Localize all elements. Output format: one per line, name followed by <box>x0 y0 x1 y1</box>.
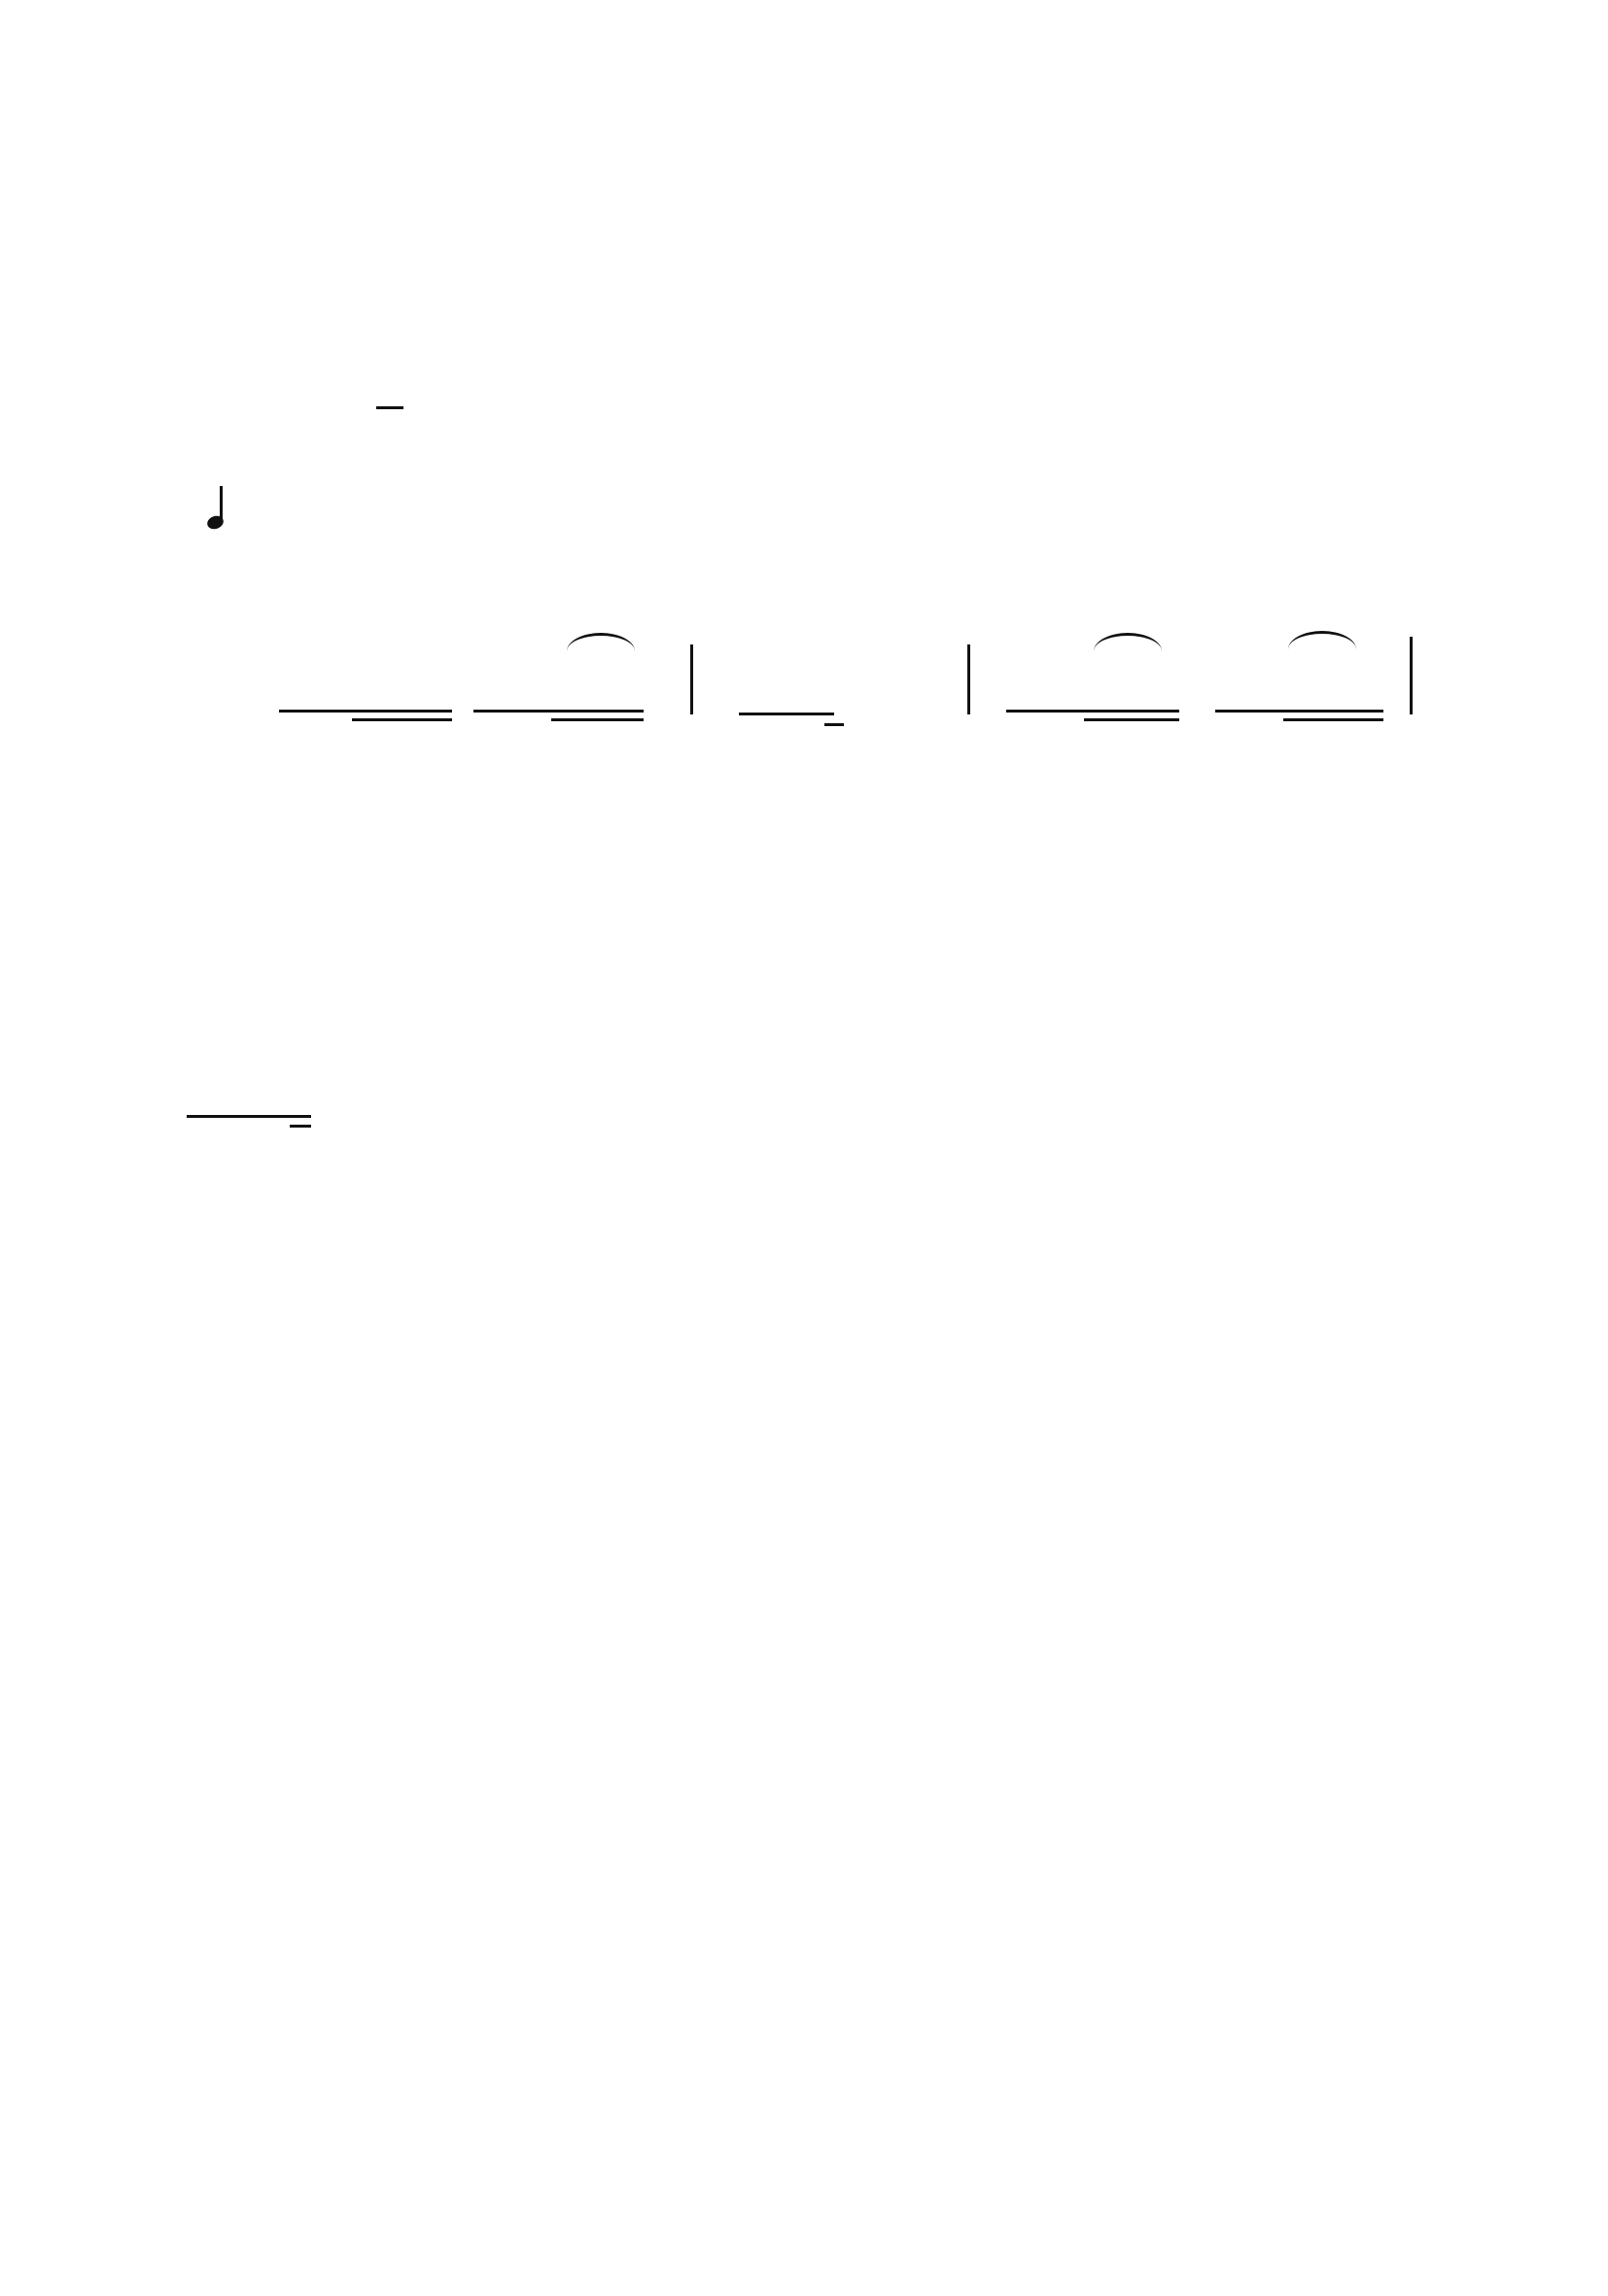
beam-underline <box>551 718 644 721</box>
notation-row <box>0 637 1608 724</box>
slur <box>1288 631 1356 649</box>
lyric-verse-3 <box>0 868 1608 926</box>
slur <box>1094 633 1162 651</box>
beam-underline <box>473 710 644 713</box>
lyric-verse-2 <box>0 802 1608 860</box>
time-signature <box>372 406 407 409</box>
barline <box>1410 637 1413 714</box>
tempo-marking <box>207 486 232 529</box>
slur <box>567 633 635 651</box>
notation-row <box>0 1035 1608 1123</box>
beam-underline <box>352 718 452 721</box>
quarter-note-icon <box>207 486 225 529</box>
beam-underline <box>1283 718 1383 721</box>
beam-underline <box>1084 718 1179 721</box>
beam-underline <box>824 723 844 726</box>
beam-underline <box>187 1115 311 1118</box>
beam-underline <box>1006 710 1179 713</box>
time-signature-bar <box>376 406 403 409</box>
barline <box>690 644 693 714</box>
lyric-verse-1 <box>0 734 1608 792</box>
beam-underline <box>290 1125 311 1128</box>
beam-underline <box>1215 710 1383 713</box>
beam-underline <box>279 710 452 713</box>
beam-underline <box>739 713 834 715</box>
barline <box>967 644 970 714</box>
